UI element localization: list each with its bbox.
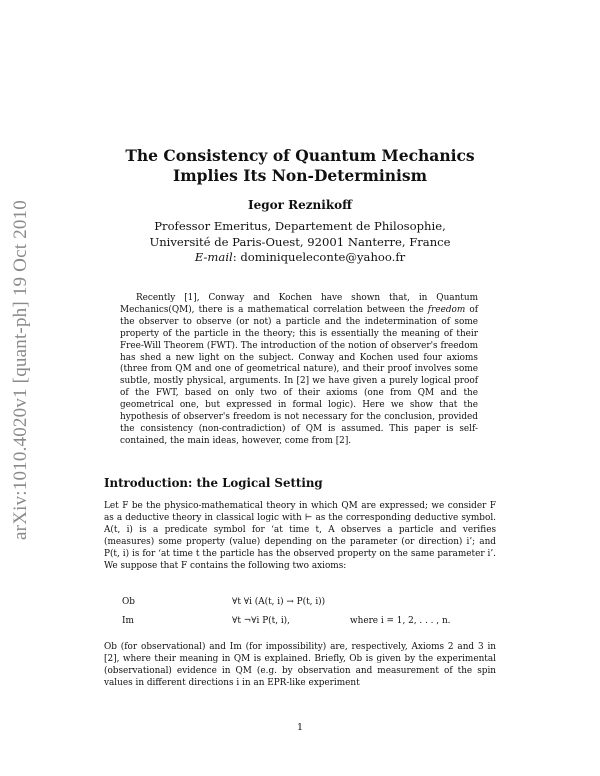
affiliation-line-2: Université de Paris-Ouest, 92001 Nanterre, France — [149, 234, 451, 249]
author-name: Iegor Reznikoff — [247, 198, 352, 212]
explanation-paragraph: Ob (for observational) and Im (for impossibility) are, respectively, Axioms 2 and 3 in [2], where their meaning in QM is explained. Briefly, Ob is given by the experimental (observational) evidence in QM (e.g. by observation and measurement of the spin values in different directions i in an EPR-like experiment — [104, 642, 496, 688]
paper-title — [90, 146, 510, 186]
arxiv-identifier: arXiv:1010.4020v1 [quant-ph] 19 Oct 2010 — [10, 200, 31, 540]
page-number: 1 — [296, 722, 304, 733]
affiliation-line-1: Professor Emeritus, Departement de Philosophie, — [154, 219, 446, 233]
axiom-label: Im — [122, 616, 134, 626]
axiom-formula: ∀t ∀i (A(t, i) → P(t, i)) — [232, 597, 326, 607]
email-line — [90, 250, 510, 266]
title-line-1: The Consistency of Quantum Mechanics — [125, 146, 475, 165]
abstract-part-1: Recently [1], Conway and Kochen have shown that, in Quantum Mechanics(QM), there is a mathematical correlation between the — [120, 293, 478, 315]
axiom-condition: where i = 1, 2, . . . , n. — [350, 616, 451, 626]
intro-paragraph: Let F be the physico-mathematical theory in which QM are expressed; we consider F as a deductive theory in classical logic with ⊢ as the corresponding deductive symbol. A(t, i) is a predicate symbol for ‘at time t, A observes a particle and verifies (measures) some property (value) depending on the parameter (or direction) i’; and P(t, i) is for ‘at time t the particle has the observed property on the same parameter i’. We suppose that F contains the following two axioms: — [104, 501, 496, 571]
axiom-label: Ob — [122, 597, 135, 607]
email-address: : dominiqueleconte@yahoo.fr — [232, 250, 406, 264]
affiliation — [90, 219, 510, 266]
section-heading: Introduction: the Logical Setting — [104, 476, 323, 490]
axiom-formula: ∀t ¬∀i P(t, i), — [232, 616, 290, 626]
abstract — [120, 293, 478, 448]
abstract-part-2: of the observer to observe (or not) a particle and the indetermination of some property of the particle in the theory; this is essentially the meaning of their Free-Will Theorem (FWT). The introduction of the notion of observer's freedom has shed a new light on the subject. Conway and Kochen used four axioms (three from QM and one of geometrical nature), and their proof involves some subtle, mostly physical, arguments. In [2] we have given a purely logical proof of the FWT, based on only two of their axioms (one from QM and the geometrical one, but expressed in formal logic). Here we show that the hypothesis of observer's freedom is not necessary for the conclusion, provided the consistency (non-contradiction) of QM is assumed. This paper is self-contained, the main ideas, however, come from [2]. — [120, 304, 478, 446]
email-label: E-mail — [194, 250, 233, 264]
title-line-2: Implies Its Non-Determinism — [172, 166, 428, 185]
arxiv-stamp — [6, 0, 36, 776]
abstract-emphasis: freedom — [427, 304, 466, 315]
